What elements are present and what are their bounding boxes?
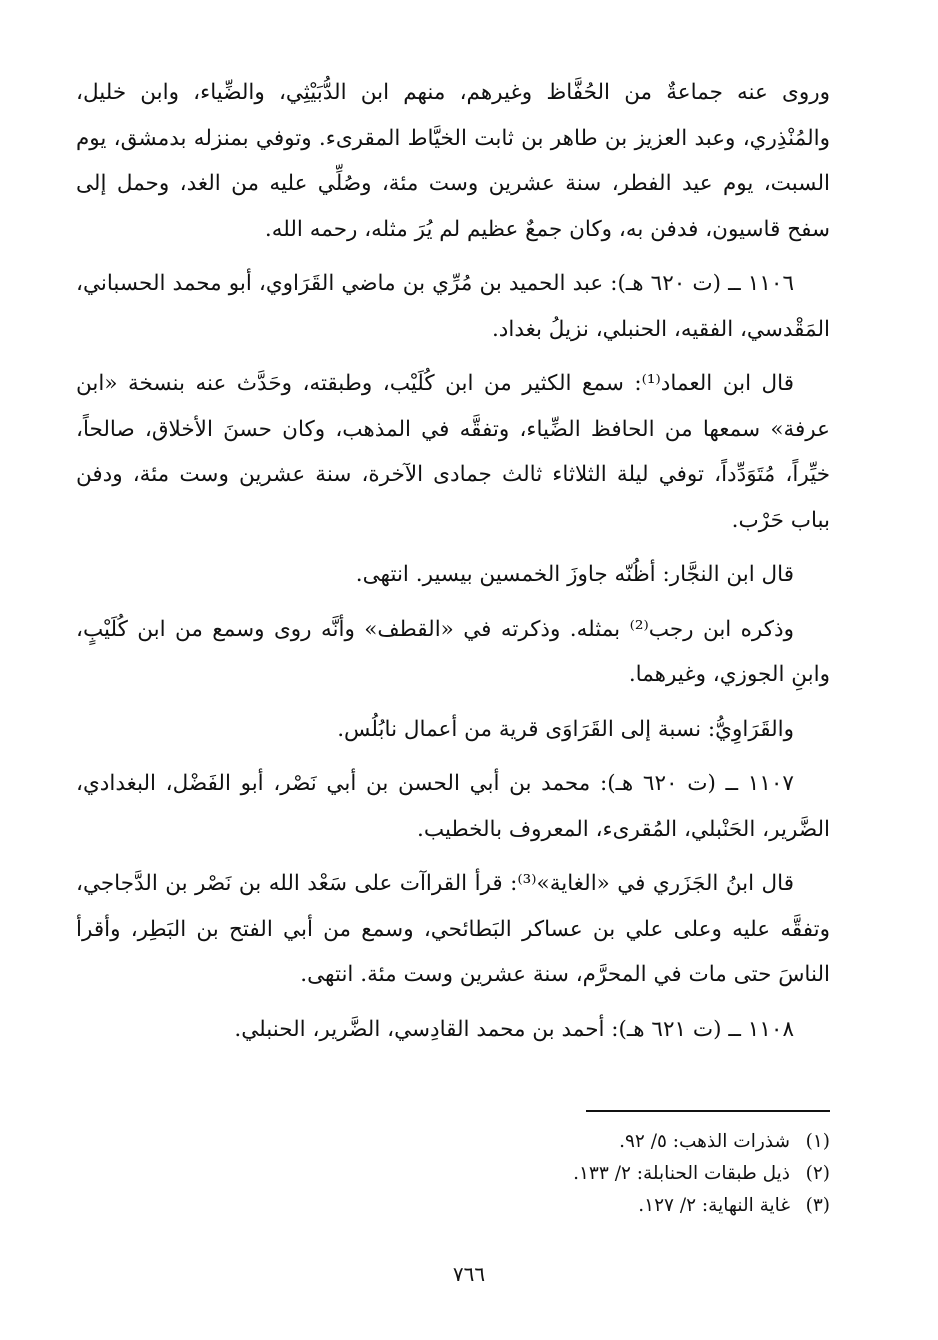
paragraph-qarawi-nisba: والقَرَاوِيُّ: نسبة إلى القَرَاوَى قرية من أعمال نابُلُس. <box>337 716 794 742</box>
paragraph-ibn-al-imad: قال ابن العماد⁽¹⁾: سمع الكثير من ابن كُلَيْب، وطبقته، وحَدَّث عنه بنسخة «ابن عرفة» سمعها من الحافظ الضِّياء، وتفقَّه في المذهب، وكان حسنَ الأخلاق، صالحاً، خيِّراً، مُتَوَدِّداً، توفي ليلة الثلاثاء ثالث جمادى الآخرة، سنة عشرين وست مئة، ودفن بباب حَرْب. <box>76 371 830 533</box>
footnote-number: (٣) <box>805 1195 830 1216</box>
entry-1107-heading: ١١٠٧ ــ (ت ٦٢٠ هـ): محمد بن أبي الحسن بن أبي نَصْر، أبو الفَضْل، البغدادي، الضَّرير، الحَنْبلي، المُقرىء، المعروف بالخطيب. <box>76 771 830 842</box>
footnote-text: ذيل طبقات الحنابلة: ٢/ ١٣٣. <box>573 1163 790 1184</box>
entry-1106-heading: ١١٠٦ ــ (ت ٦٢٠ هـ): عبد الحميد بن مُرِّي بن ماضي القَرَاوي، أبو محمد الحسباني، المَقْدسي، الفقيه، الحنبلي، نزيلُ بغداد. <box>76 271 830 342</box>
main-text <box>76 70 830 1061</box>
entry-1108-heading: ١١٠٨ ــ (ت ٦٢١ هـ): أحمد بن محمد القادِسي، الضَّرير، الحنبلي. <box>234 1016 794 1042</box>
paragraph-ibn-rajab: وذكره ابن رجب⁽²⁾ بمثله. وذكرته في «القطف» وأنَّه روى وسمع من ابن كُلَيْبٍ، وابنِ الجوزي، وغيرهما. <box>76 616 830 687</box>
paragraph-ibn-al-najjar: قال ابن النجَّار: أظُنّه جاوزَ الخمسين بيسير. انتهى. <box>355 562 794 587</box>
footnote-item <box>360 1158 830 1190</box>
footnote-item <box>360 1190 830 1222</box>
footnote-item <box>360 1126 830 1158</box>
paragraph-ibn-al-jazari: قال ابنُ الجَزَري في «الغاية»⁽³⁾: قرأ القراآت على سَعْد الله بن نَصْر بن الدَّجاجي، وتفقَّه عليه وعلى علي بن عساكر البَطائحي، وسمع من أبي الفتح بن البَطِر، وأقرأ الناسَ حتى مات في المحرَّم، سنة عشرين وست مئة. انتهى. <box>76 871 830 987</box>
footnote-text: غاية النهاية: ٢/ ١٢٧. <box>638 1195 790 1216</box>
paragraph-continuation: وروى عنه جماعةٌ من الحُفَّاظ وغيرهم، منهم ابن الدُّبَيْثِي، والضِّياء، وابن خليل، والمُنْذِري، وعبد العزيز بن طاهر بن ثابت الخيَّاط المقرىء. وتوفي بمنزله بدمشق، يوم السبت، يوم عيد الفطر، سنة عشرين وست مئة، وصُلِّي عليه من الغد، وحمل إلى سفح قاسيون، فدفن به، وكان جمعٌ عظيم لم يُرَ مثله، رحمه الله. <box>76 80 830 242</box>
footnote-text: شذرات الذهب: ٥/ ٩٢. <box>619 1131 790 1152</box>
footnotes <box>360 1126 830 1222</box>
footnote-number: (١) <box>805 1131 830 1152</box>
footnote-number: (٢) <box>805 1163 830 1184</box>
footnote-divider <box>586 1110 830 1112</box>
page-number: ٧٦٦ <box>452 1262 486 1286</box>
